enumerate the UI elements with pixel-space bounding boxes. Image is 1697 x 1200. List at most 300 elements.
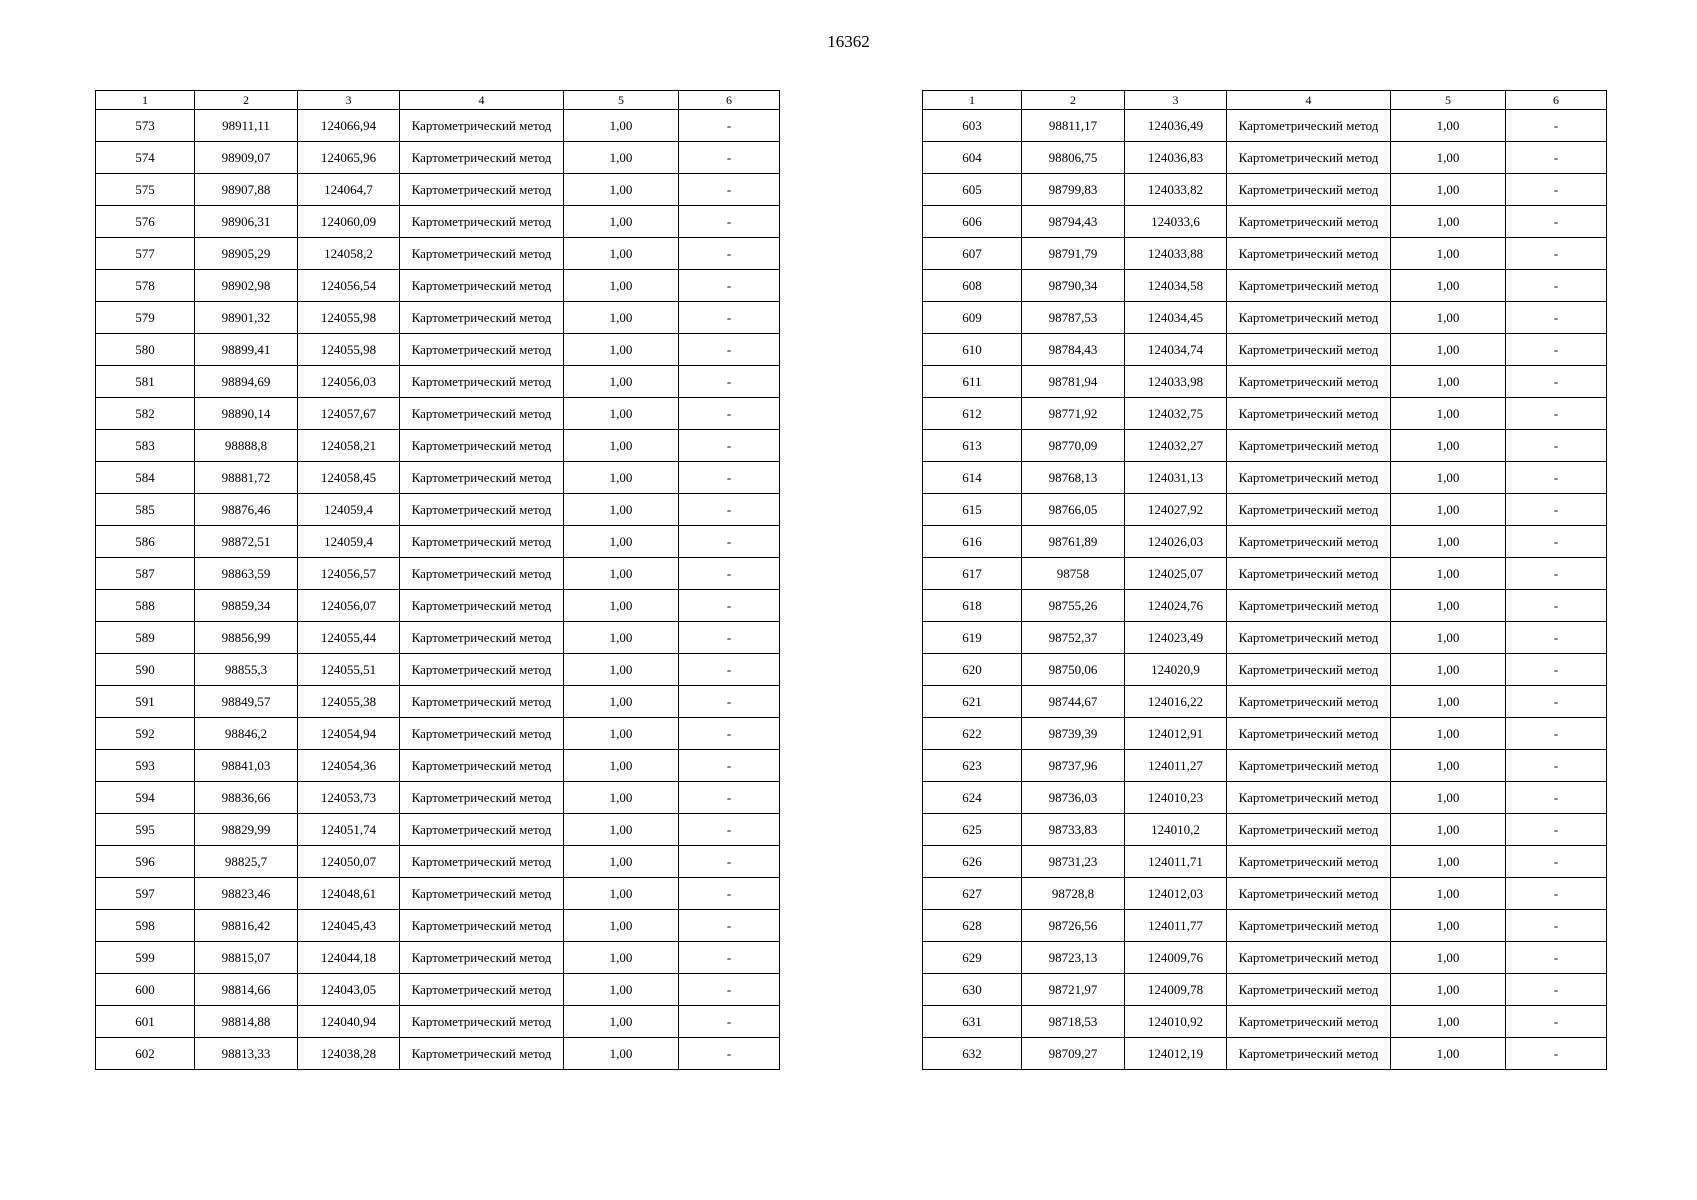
cell-note: - [1506, 206, 1607, 238]
cell-method: Картометрический метод [1227, 590, 1391, 622]
cell-note: - [1506, 270, 1607, 302]
cell-point-number: 575 [96, 174, 195, 206]
cell-note: - [679, 462, 780, 494]
cell-x-coordinate: 98806,75 [1022, 142, 1125, 174]
cell-point-number: 624 [923, 782, 1022, 814]
cell-y-coordinate: 124011,77 [1125, 910, 1227, 942]
table-row [96, 174, 780, 206]
cell-x-coordinate: 98768,13 [1022, 462, 1125, 494]
cell-x-coordinate: 98813,33 [195, 1038, 298, 1070]
cell-method: Картометрический метод [1227, 206, 1391, 238]
cell-y-coordinate: 124034,74 [1125, 334, 1227, 366]
cell-point-number: 583 [96, 430, 195, 462]
cell-x-coordinate: 98823,46 [195, 878, 298, 910]
cell-x-coordinate: 98899,41 [195, 334, 298, 366]
cell-accuracy: 1,00 [1391, 622, 1506, 654]
cell-point-number: 595 [96, 814, 195, 846]
cell-point-number: 587 [96, 558, 195, 590]
cell-accuracy: 1,00 [564, 430, 679, 462]
cell-x-coordinate: 98726,56 [1022, 910, 1125, 942]
cell-x-coordinate: 98771,92 [1022, 398, 1125, 430]
cell-point-number: 598 [96, 910, 195, 942]
cell-point-number: 580 [96, 334, 195, 366]
cell-point-number: 611 [923, 366, 1022, 398]
cell-x-coordinate: 98761,89 [1022, 526, 1125, 558]
cell-y-coordinate: 124012,91 [1125, 718, 1227, 750]
cell-note: - [679, 110, 780, 142]
cell-x-coordinate: 98902,98 [195, 270, 298, 302]
cell-y-coordinate: 124034,45 [1125, 302, 1227, 334]
cell-point-number: 581 [96, 366, 195, 398]
cell-accuracy: 1,00 [564, 910, 679, 942]
cell-y-coordinate: 124024,76 [1125, 590, 1227, 622]
cell-y-coordinate: 124060,09 [298, 206, 400, 238]
cell-note: - [679, 366, 780, 398]
cell-note: - [679, 174, 780, 206]
cell-note: - [679, 494, 780, 526]
cell-accuracy: 1,00 [1391, 206, 1506, 238]
cell-x-coordinate: 98723,13 [1022, 942, 1125, 974]
cell-x-coordinate: 98907,88 [195, 174, 298, 206]
cell-point-number: 591 [96, 686, 195, 718]
cell-accuracy: 1,00 [564, 142, 679, 174]
cell-note: - [679, 206, 780, 238]
cell-accuracy: 1,00 [564, 1006, 679, 1038]
cell-method: Картометрический метод [1227, 846, 1391, 878]
cell-x-coordinate: 98799,83 [1022, 174, 1125, 206]
cell-x-coordinate: 98876,46 [195, 494, 298, 526]
cell-point-number: 606 [923, 206, 1022, 238]
cell-note: - [1506, 782, 1607, 814]
cell-note: - [1506, 814, 1607, 846]
cell-y-coordinate: 124036,83 [1125, 142, 1227, 174]
cell-y-coordinate: 124027,92 [1125, 494, 1227, 526]
table-row [923, 398, 1607, 430]
cell-method: Картометрический метод [1227, 558, 1391, 590]
cell-method: Картометрический метод [1227, 1006, 1391, 1038]
cell-point-number: 573 [96, 110, 195, 142]
cell-accuracy: 1,00 [564, 270, 679, 302]
cell-method: Картометрический метод [1227, 270, 1391, 302]
cell-point-number: 622 [923, 718, 1022, 750]
cell-point-number: 576 [96, 206, 195, 238]
cell-method: Картометрический метод [400, 622, 564, 654]
table-row [96, 718, 780, 750]
cell-note: - [1506, 686, 1607, 718]
cell-x-coordinate: 98709,27 [1022, 1038, 1125, 1070]
table-row [96, 590, 780, 622]
cell-y-coordinate: 124055,51 [298, 654, 400, 686]
cell-note: - [1506, 494, 1607, 526]
cell-accuracy: 1,00 [564, 398, 679, 430]
header-cell-1: 1 [923, 91, 1022, 110]
cell-accuracy: 1,00 [1391, 590, 1506, 622]
cell-method: Картометрический метод [1227, 654, 1391, 686]
cell-x-coordinate: 98888,8 [195, 430, 298, 462]
cell-point-number: 628 [923, 910, 1022, 942]
cell-accuracy: 1,00 [564, 206, 679, 238]
cell-x-coordinate: 98752,37 [1022, 622, 1125, 654]
cell-accuracy: 1,00 [1391, 334, 1506, 366]
cell-point-number: 599 [96, 942, 195, 974]
cell-accuracy: 1,00 [564, 878, 679, 910]
cell-y-coordinate: 124009,78 [1125, 974, 1227, 1006]
cell-note: - [679, 974, 780, 1006]
cell-point-number: 615 [923, 494, 1022, 526]
cell-x-coordinate: 98859,34 [195, 590, 298, 622]
table-row [923, 878, 1607, 910]
cell-y-coordinate: 124054,94 [298, 718, 400, 750]
cell-point-number: 605 [923, 174, 1022, 206]
cell-point-number: 619 [923, 622, 1022, 654]
cell-note: - [1506, 1006, 1607, 1038]
table-body [923, 110, 1607, 1070]
cell-y-coordinate: 124058,21 [298, 430, 400, 462]
cell-method: Картометрический метод [1227, 782, 1391, 814]
cell-note: - [679, 1038, 780, 1070]
cell-accuracy: 1,00 [564, 1038, 679, 1070]
table-row [96, 782, 780, 814]
cell-method: Картометрический метод [1227, 174, 1391, 206]
table-row [96, 334, 780, 366]
cell-method: Картометрический метод [400, 142, 564, 174]
cell-note: - [679, 590, 780, 622]
header-row [96, 91, 780, 110]
table-row [96, 526, 780, 558]
cell-note: - [1506, 110, 1607, 142]
table-row [923, 238, 1607, 270]
cell-note: - [1506, 238, 1607, 270]
cell-point-number: 590 [96, 654, 195, 686]
cell-method: Картометрический метод [1227, 334, 1391, 366]
cell-method: Картометрический метод [400, 1038, 564, 1070]
cell-accuracy: 1,00 [1391, 686, 1506, 718]
cell-method: Картометрический метод [1227, 238, 1391, 270]
cell-note: - [1506, 430, 1607, 462]
cell-accuracy: 1,00 [1391, 174, 1506, 206]
cell-point-number: 618 [923, 590, 1022, 622]
cell-accuracy: 1,00 [564, 750, 679, 782]
table-row [923, 302, 1607, 334]
cell-y-coordinate: 124026,03 [1125, 526, 1227, 558]
cell-note: - [679, 942, 780, 974]
cell-accuracy: 1,00 [564, 654, 679, 686]
cell-x-coordinate: 98911,11 [195, 110, 298, 142]
cell-x-coordinate: 98770,09 [1022, 430, 1125, 462]
cell-accuracy: 1,00 [564, 302, 679, 334]
cell-x-coordinate: 98791,79 [1022, 238, 1125, 270]
cell-note: - [1506, 174, 1607, 206]
cell-x-coordinate: 98737,96 [1022, 750, 1125, 782]
cell-method: Картометрический метод [400, 494, 564, 526]
table-row [96, 846, 780, 878]
cell-note: - [679, 814, 780, 846]
cell-accuracy: 1,00 [564, 558, 679, 590]
header-cell-2: 2 [1022, 91, 1125, 110]
cell-x-coordinate: 98811,17 [1022, 110, 1125, 142]
cell-x-coordinate: 98755,26 [1022, 590, 1125, 622]
cell-y-coordinate: 124053,73 [298, 782, 400, 814]
cell-x-coordinate: 98784,43 [1022, 334, 1125, 366]
table-row [96, 494, 780, 526]
cell-accuracy: 1,00 [1391, 846, 1506, 878]
table-row [923, 622, 1607, 654]
cell-point-number: 584 [96, 462, 195, 494]
cell-point-number: 607 [923, 238, 1022, 270]
cell-accuracy: 1,00 [1391, 782, 1506, 814]
cell-accuracy: 1,00 [564, 686, 679, 718]
cell-point-number: 577 [96, 238, 195, 270]
cell-y-coordinate: 124032,75 [1125, 398, 1227, 430]
cell-y-coordinate: 124064,7 [298, 174, 400, 206]
cell-x-coordinate: 98728,8 [1022, 878, 1125, 910]
cell-x-coordinate: 98814,88 [195, 1006, 298, 1038]
cell-x-coordinate: 98794,43 [1022, 206, 1125, 238]
cell-method: Картометрический метод [1227, 302, 1391, 334]
cell-accuracy: 1,00 [564, 622, 679, 654]
cell-y-coordinate: 124056,07 [298, 590, 400, 622]
cell-x-coordinate: 98787,53 [1022, 302, 1125, 334]
cell-method: Картометрический метод [1227, 878, 1391, 910]
cell-x-coordinate: 98894,69 [195, 366, 298, 398]
cell-y-coordinate: 124033,98 [1125, 366, 1227, 398]
cell-note: - [1506, 526, 1607, 558]
cell-point-number: 623 [923, 750, 1022, 782]
cell-method: Картометрический метод [400, 558, 564, 590]
cell-method: Картометрический метод [400, 174, 564, 206]
header-cell-2: 2 [195, 91, 298, 110]
table-row [923, 334, 1607, 366]
cell-y-coordinate: 124025,07 [1125, 558, 1227, 590]
cell-x-coordinate: 98816,42 [195, 910, 298, 942]
cell-point-number: 596 [96, 846, 195, 878]
cell-x-coordinate: 98909,07 [195, 142, 298, 174]
cell-x-coordinate: 98814,66 [195, 974, 298, 1006]
cell-method: Картометрический метод [1227, 430, 1391, 462]
cell-point-number: 625 [923, 814, 1022, 846]
table-row [923, 782, 1607, 814]
cell-accuracy: 1,00 [1391, 814, 1506, 846]
cell-y-coordinate: 124036,49 [1125, 110, 1227, 142]
table-row [923, 718, 1607, 750]
cell-method: Картометрический метод [400, 654, 564, 686]
cell-y-coordinate: 124043,05 [298, 974, 400, 1006]
table-row [96, 270, 780, 302]
cell-note: - [679, 782, 780, 814]
cell-accuracy: 1,00 [1391, 270, 1506, 302]
cell-point-number: 608 [923, 270, 1022, 302]
cell-y-coordinate: 124059,4 [298, 494, 400, 526]
cell-accuracy: 1,00 [564, 526, 679, 558]
cell-method: Картометрический метод [400, 814, 564, 846]
cell-note: - [679, 398, 780, 430]
cell-accuracy: 1,00 [564, 366, 679, 398]
cell-method: Картометрический метод [400, 782, 564, 814]
cell-point-number: 612 [923, 398, 1022, 430]
cell-method: Картометрический метод [400, 686, 564, 718]
cell-y-coordinate: 124055,98 [298, 334, 400, 366]
cell-point-number: 585 [96, 494, 195, 526]
cell-y-coordinate: 124023,49 [1125, 622, 1227, 654]
cell-accuracy: 1,00 [564, 174, 679, 206]
cell-accuracy: 1,00 [564, 238, 679, 270]
cell-method: Картометрический метод [400, 526, 564, 558]
cell-accuracy: 1,00 [1391, 366, 1506, 398]
cell-y-coordinate: 124051,74 [298, 814, 400, 846]
cell-point-number: 610 [923, 334, 1022, 366]
table-row [923, 270, 1607, 302]
cell-x-coordinate: 98750,06 [1022, 654, 1125, 686]
cell-accuracy: 1,00 [564, 974, 679, 1006]
table-row [96, 686, 780, 718]
cell-x-coordinate: 98733,83 [1022, 814, 1125, 846]
cell-note: - [679, 910, 780, 942]
cell-method: Картометрический метод [400, 462, 564, 494]
table-row [923, 110, 1607, 142]
cell-y-coordinate: 124044,18 [298, 942, 400, 974]
cell-y-coordinate: 124010,92 [1125, 1006, 1227, 1038]
cell-method: Картометрический метод [1227, 110, 1391, 142]
header-cell-4: 4 [1227, 91, 1391, 110]
cell-method: Картометрический метод [400, 750, 564, 782]
cell-note: - [679, 334, 780, 366]
cell-accuracy: 1,00 [564, 814, 679, 846]
cell-x-coordinate: 98890,14 [195, 398, 298, 430]
cell-method: Картометрический метод [1227, 494, 1391, 526]
cell-x-coordinate: 98736,03 [1022, 782, 1125, 814]
cell-accuracy: 1,00 [564, 846, 679, 878]
cell-y-coordinate: 124058,45 [298, 462, 400, 494]
cell-y-coordinate: 124009,76 [1125, 942, 1227, 974]
table-row [96, 558, 780, 590]
cell-note: - [679, 526, 780, 558]
cell-point-number: 632 [923, 1038, 1022, 1070]
cell-note: - [1506, 750, 1607, 782]
cell-y-coordinate: 124033,88 [1125, 238, 1227, 270]
cell-y-coordinate: 124033,6 [1125, 206, 1227, 238]
cell-method: Картометрический метод [400, 302, 564, 334]
cell-point-number: 631 [923, 1006, 1022, 1038]
table-row [96, 654, 780, 686]
cell-method: Картометрический метод [400, 270, 564, 302]
cell-y-coordinate: 124031,13 [1125, 462, 1227, 494]
cell-point-number: 627 [923, 878, 1022, 910]
cell-point-number: 629 [923, 942, 1022, 974]
cell-method: Картометрический метод [1227, 366, 1391, 398]
cell-point-number: 579 [96, 302, 195, 334]
cell-method: Картометрический метод [1227, 942, 1391, 974]
header-cell-6: 6 [679, 91, 780, 110]
cell-x-coordinate: 98744,67 [1022, 686, 1125, 718]
cell-point-number: 603 [923, 110, 1022, 142]
cell-point-number: 597 [96, 878, 195, 910]
cell-note: - [679, 302, 780, 334]
cell-x-coordinate: 98841,03 [195, 750, 298, 782]
cell-note: - [1506, 366, 1607, 398]
cell-note: - [679, 750, 780, 782]
cell-accuracy: 1,00 [1391, 718, 1506, 750]
cell-accuracy: 1,00 [1391, 398, 1506, 430]
cell-method: Картометрический метод [400, 910, 564, 942]
table-row [923, 654, 1607, 686]
cell-x-coordinate: 98901,32 [195, 302, 298, 334]
cell-accuracy: 1,00 [564, 110, 679, 142]
cell-accuracy: 1,00 [564, 942, 679, 974]
cell-method: Картометрический метод [400, 430, 564, 462]
table-row [96, 622, 780, 654]
cell-x-coordinate: 98872,51 [195, 526, 298, 558]
cell-x-coordinate: 98836,66 [195, 782, 298, 814]
cell-y-coordinate: 124057,67 [298, 398, 400, 430]
header-cell-4: 4 [400, 91, 564, 110]
cell-method: Картометрический метод [400, 206, 564, 238]
cell-y-coordinate: 124055,44 [298, 622, 400, 654]
cell-note: - [679, 238, 780, 270]
cell-point-number: 574 [96, 142, 195, 174]
cell-note: - [679, 878, 780, 910]
cell-accuracy: 1,00 [1391, 110, 1506, 142]
cell-note: - [1506, 1038, 1607, 1070]
cell-y-coordinate: 124033,82 [1125, 174, 1227, 206]
cell-y-coordinate: 124056,57 [298, 558, 400, 590]
cell-y-coordinate: 124011,71 [1125, 846, 1227, 878]
cell-y-coordinate: 124032,27 [1125, 430, 1227, 462]
table-row [96, 302, 780, 334]
cell-method: Картометрический метод [400, 974, 564, 1006]
cell-note: - [1506, 942, 1607, 974]
cell-method: Картометрический метод [1227, 398, 1391, 430]
cell-note: - [1506, 974, 1607, 1006]
cell-y-coordinate: 124045,43 [298, 910, 400, 942]
cell-note: - [679, 686, 780, 718]
cell-y-coordinate: 124016,22 [1125, 686, 1227, 718]
cell-method: Картометрический метод [400, 942, 564, 974]
cell-method: Картометрический метод [400, 334, 564, 366]
cell-accuracy: 1,00 [1391, 494, 1506, 526]
table-row [96, 366, 780, 398]
cell-x-coordinate: 98849,57 [195, 686, 298, 718]
cell-y-coordinate: 124012,03 [1125, 878, 1227, 910]
cell-method: Картометрический метод [400, 366, 564, 398]
cell-y-coordinate: 124038,28 [298, 1038, 400, 1070]
cell-method: Картометрический метод [1227, 974, 1391, 1006]
cell-x-coordinate: 98829,99 [195, 814, 298, 846]
table-row [923, 558, 1607, 590]
cell-method: Картометрический метод [1227, 526, 1391, 558]
cell-method: Картометрический метод [400, 846, 564, 878]
cell-note: - [1506, 654, 1607, 686]
header-cell-6: 6 [1506, 91, 1607, 110]
cell-note: - [1506, 462, 1607, 494]
cell-accuracy: 1,00 [564, 590, 679, 622]
table-row [923, 174, 1607, 206]
cell-x-coordinate: 98825,7 [195, 846, 298, 878]
cell-note: - [1506, 910, 1607, 942]
cell-x-coordinate: 98855,3 [195, 654, 298, 686]
cell-point-number: 578 [96, 270, 195, 302]
cell-note: - [1506, 302, 1607, 334]
table-row [96, 910, 780, 942]
table-row [923, 942, 1607, 974]
table-row [96, 1006, 780, 1038]
cell-x-coordinate: 98905,29 [195, 238, 298, 270]
cell-accuracy: 1,00 [1391, 750, 1506, 782]
cell-note: - [679, 846, 780, 878]
cell-accuracy: 1,00 [1391, 1006, 1506, 1038]
table-row [96, 942, 780, 974]
cell-accuracy: 1,00 [1391, 238, 1506, 270]
table-row [96, 206, 780, 238]
